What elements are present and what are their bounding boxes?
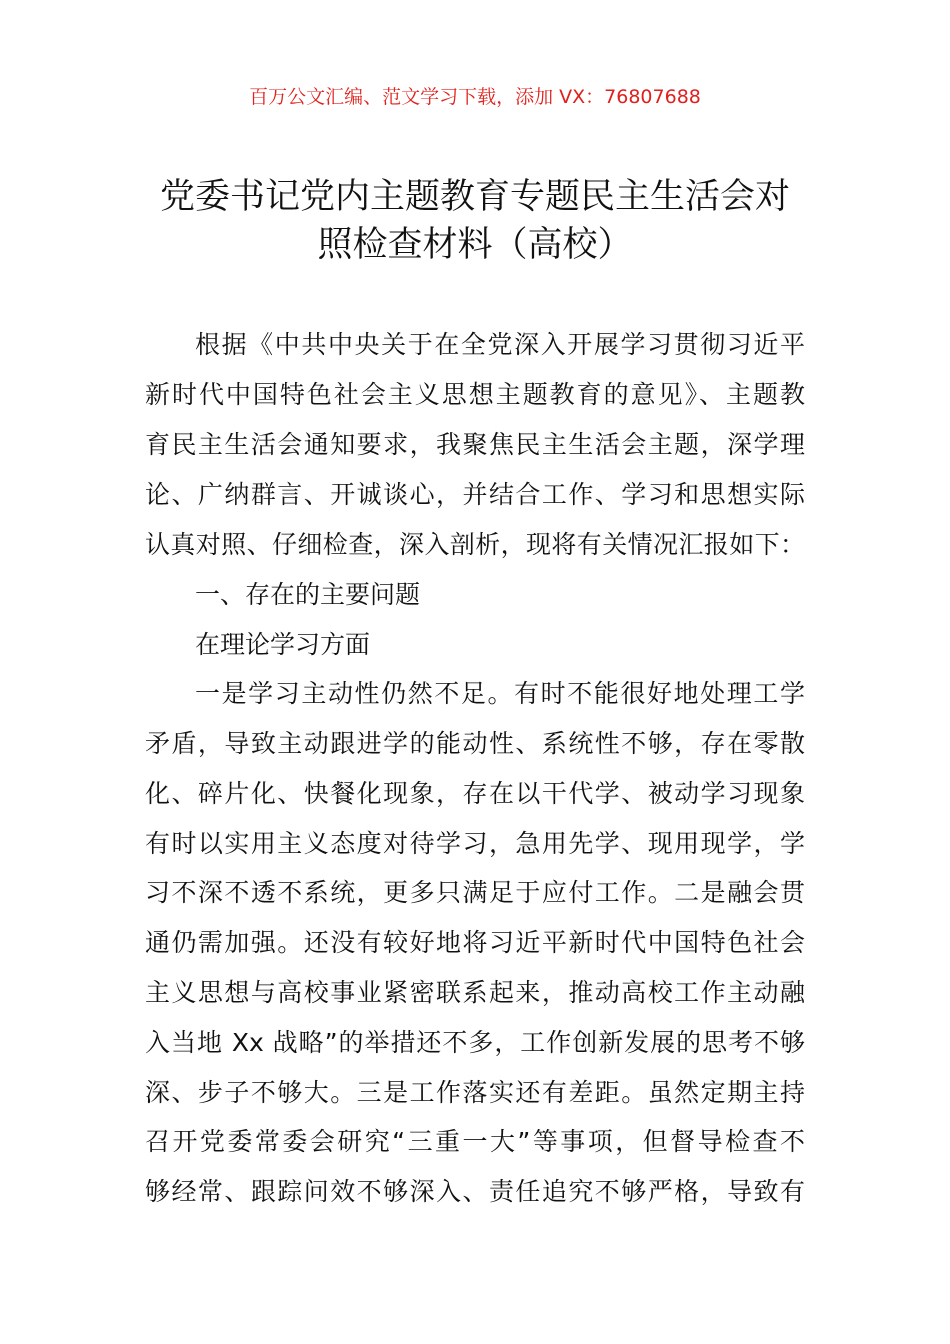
paragraph-line: 习不深不透不系统，更多只满足于应付工作。二是融会贯 <box>145 878 805 907</box>
paragraph-line: 入当地 Xx 战略”的举措还不多，工作创新发展的思考不够 <box>145 1028 805 1057</box>
paragraph-line: 深、步子不够大。三是工作落实还有差距。虽然定期主持 <box>145 1078 805 1107</box>
watermark-header: 百万公文汇编、范文学习下载，添加 VX：76807688 <box>249 86 701 108</box>
paragraph-line: 认真对照、仔细检查，深入剖析，现将有关情况汇报如下： <box>145 530 805 559</box>
paragraph-line: 新时代中国特色社会主义思想主题教育的意见》、主题教 <box>145 380 805 409</box>
paragraph-line: 一是学习主动性仍然不足。有时不能很好地处理工学 <box>195 679 805 708</box>
document-title-line-2: 照检查材料（高校） <box>317 225 633 265</box>
paragraph-line: 主义思想与高校事业紧密联系起来，推动高校工作主动融 <box>145 978 805 1007</box>
paragraph-line: 化、碎片化、快餐化现象，存在以干代学、被动学习现象 <box>145 779 805 808</box>
document-title-line-1: 党委书记党内主题教育专题民主生活会对 <box>159 177 790 217</box>
paragraph-line: 育民主生活会通知要求，我聚焦民主生活会主题，深学理 <box>145 430 805 459</box>
paragraph-line: 有时以实用主义态度对待学习，急用先学、现用现学，学 <box>145 829 805 858</box>
paragraph-line: 论、广纳群言、开诚谈心，并结合工作、学习和思想实际 <box>145 480 805 509</box>
section-heading: 一、存在的主要问题 <box>195 580 421 609</box>
paragraph-line: 通仍需加强。还没有较好地将习近平新时代中国特色社会 <box>145 928 805 957</box>
paragraph-line: 矛盾，导致主动跟进学的能动性、系统性不够，存在零散 <box>145 729 805 758</box>
paragraph-line: 根据《中共中央关于在全党深入开展学习贯彻习近平 <box>195 330 805 359</box>
paragraph-line: 够经常、跟踪问效不够深入、责任追究不够严格，导致有 <box>145 1177 805 1206</box>
subsection-heading: 在理论学习方面 <box>195 630 371 659</box>
paragraph-line: 召开党委常委会研究“三重一大”等事项，但督导检查不 <box>145 1127 805 1156</box>
